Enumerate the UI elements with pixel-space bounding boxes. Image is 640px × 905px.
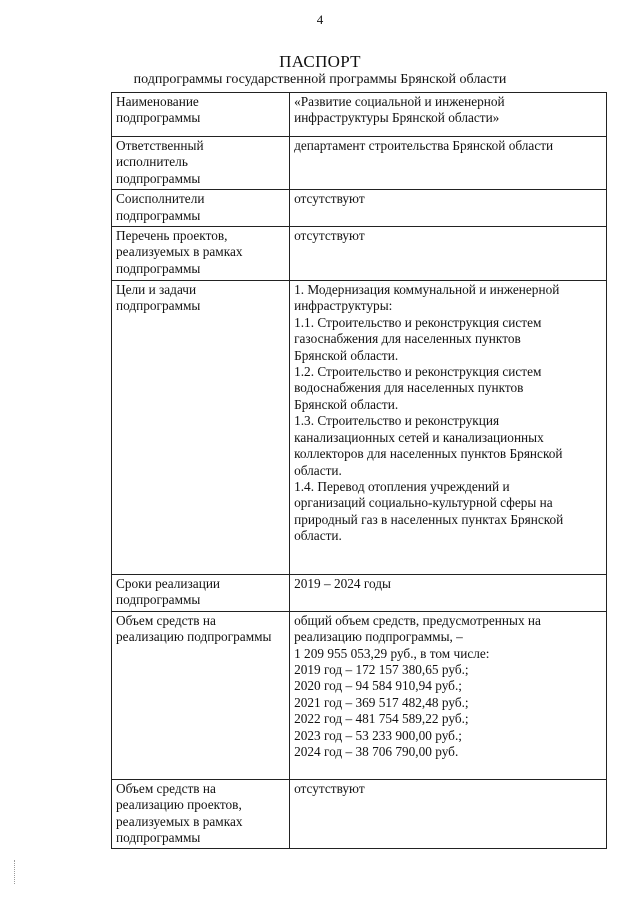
- value-line: Брянской области.: [294, 396, 399, 412]
- label-line: подпрограммы: [116, 830, 201, 846]
- value-line: канализационных сетей и канализационных: [294, 429, 544, 445]
- row-subprogram-name: [112, 93, 607, 137]
- label-line: Цели и задачи: [116, 282, 197, 298]
- row-value-cell: [290, 575, 607, 612]
- row-value-cell: [290, 611, 607, 779]
- value-line: 1. Модернизация коммунальной и инженерной: [294, 282, 560, 298]
- label-line: подпрограммы: [116, 592, 201, 608]
- label-line: подпрограммы: [116, 170, 201, 186]
- row-label-cell: [112, 93, 290, 137]
- row-implementation-period: [112, 575, 607, 612]
- document-subtitle: подпрограммы государственной программы Брянской области: [133, 72, 507, 87]
- label-line: подпрограммы: [116, 110, 201, 126]
- value-line: общий объем средств, предусмотренных на: [294, 612, 541, 628]
- row-label-cell: [112, 227, 290, 281]
- row-goals-and-tasks: [112, 281, 607, 575]
- row-responsible-executor: [112, 137, 607, 190]
- value-line: 1.2. Строительство и реконструкция систем: [294, 364, 542, 380]
- label-line: Перечень проектов,: [116, 228, 228, 244]
- value-line: 2024 год – 38 706 790,00 руб.: [294, 744, 459, 760]
- label-line: Соисполнители: [116, 191, 205, 207]
- passport-table: [111, 92, 607, 849]
- row-label-cell: [112, 611, 290, 779]
- value-line: коллекторов для населенных пунктов Брянской: [294, 446, 563, 462]
- value-line: инфраструктуры Брянской области»: [294, 110, 500, 126]
- value-line: области.: [294, 528, 342, 544]
- value-line: 2022 год – 481 754 589,22 руб.;: [294, 711, 469, 727]
- label-line: подпрограммы: [116, 207, 201, 223]
- page-number: 4: [316, 12, 324, 27]
- value-line: организаций социально-культурной сферы на: [294, 495, 553, 511]
- value-line: отсутствуют: [294, 228, 365, 244]
- value-line: газоснабжения для населенных пунктов: [294, 331, 521, 347]
- value-line: реализацию подпрограммы, –: [294, 629, 463, 645]
- value-line: водоснабжения для населенных пунктов: [294, 380, 524, 396]
- row-label-cell: [112, 779, 290, 849]
- value-line: 2019 – 2024 годы: [294, 576, 391, 592]
- value-line: Брянской области.: [294, 347, 399, 363]
- row-label-cell: [112, 190, 290, 227]
- label-line: подпрограммы: [116, 298, 201, 314]
- value-line: 1 209 955 053,29 руб., в том числе:: [294, 645, 490, 661]
- row-value-cell: [290, 190, 607, 227]
- value-line: 1.4. Перевод отопления учреждений и: [294, 478, 510, 494]
- row-value-cell: [290, 137, 607, 190]
- label-line: реализацию подпрограммы: [116, 629, 272, 645]
- value-line: 2019 год – 172 157 380,65 руб.;: [294, 662, 469, 678]
- label-line: Сроки реализации: [116, 576, 221, 592]
- value-line: отсутствуют: [294, 780, 365, 796]
- row-funding-volume: [112, 611, 607, 779]
- label-line: реализацию проектов,: [116, 797, 242, 813]
- label-line: Ответственный: [116, 138, 204, 153]
- label-line: реализуемых в рамках: [116, 244, 243, 260]
- row-label-cell: [112, 137, 290, 190]
- label-line: Объем средств на: [116, 780, 216, 796]
- value-line: департамент строительства Брянской области: [294, 138, 554, 153]
- value-line: отсутствуют: [294, 191, 365, 207]
- row-value-cell: [290, 227, 607, 281]
- label-line: реализуемых в рамках: [116, 813, 243, 829]
- row-co-executors: [112, 190, 607, 227]
- value-line: 1.1. Строительство и реконструкция систем: [294, 314, 542, 330]
- value-line: 2020 год – 94 584 910,94 руб.;: [294, 678, 462, 694]
- row-projects-list: [112, 227, 607, 281]
- label-line: исполнитель: [116, 154, 188, 170]
- row-label-cell: [112, 281, 290, 575]
- row-value-cell: [290, 281, 607, 575]
- row-value-cell: [290, 93, 607, 137]
- row-value-cell: [290, 779, 607, 849]
- scan-margin-dots: [14, 860, 17, 884]
- value-line: области.: [294, 462, 342, 478]
- value-line: 2023 год – 53 233 900,00 руб.;: [294, 727, 462, 743]
- value-line: 2021 год – 369 517 482,48 руб.;: [294, 694, 469, 710]
- value-line: природный газ в населенных пунктах Брянской: [294, 511, 564, 527]
- label-line: Объем средств на: [116, 612, 216, 628]
- value-line: 1.3. Строительство и реконструкция: [294, 413, 500, 429]
- value-line: «Развитие социальной и инженерной: [294, 94, 505, 109]
- value-line: инфраструктуры:: [294, 298, 393, 314]
- row-label-cell: [112, 575, 290, 612]
- label-line: подпрограммы: [116, 260, 201, 276]
- row-projects-funding: [112, 779, 607, 849]
- label-line: Наименование: [116, 94, 199, 109]
- document-title: ПАСПОРТ: [279, 52, 361, 71]
